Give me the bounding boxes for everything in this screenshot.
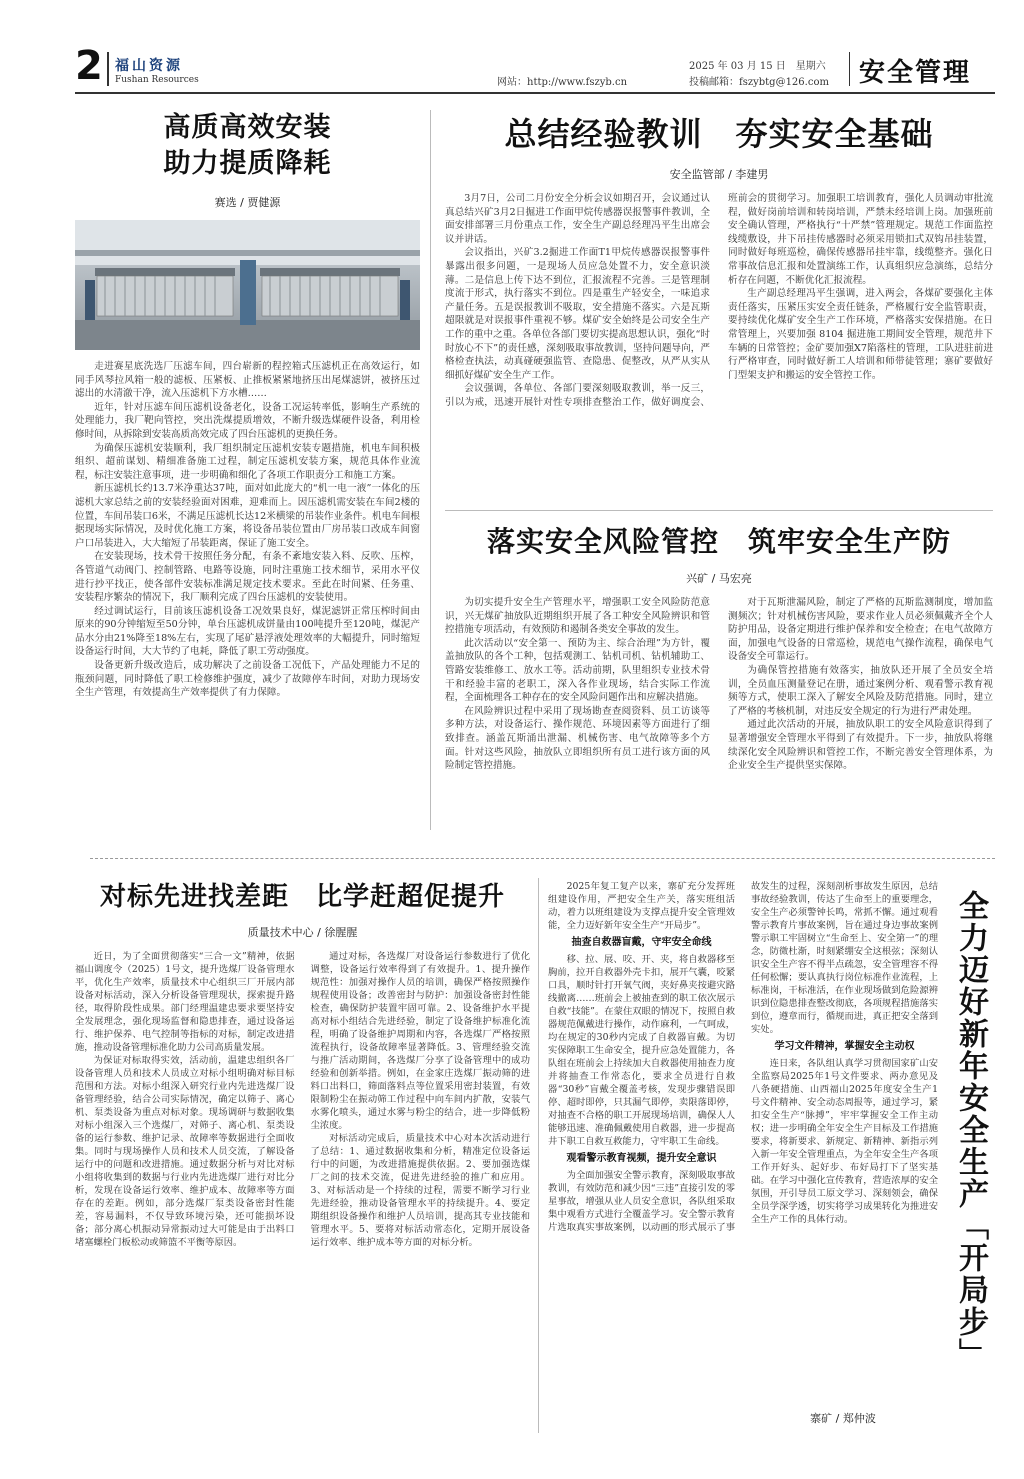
- submission-email: 投稿邮箱：fszybtg@126.com: [689, 77, 829, 88]
- article1-title-line2: 助力提质降耗: [163, 148, 332, 179]
- article3-paragraph: 在风险辨识过程中采用了现场勘查查阅资料、员工访谈等多种方法，对设备运行、操作规范、环境因素等方面进行了细致排查。涵盖瓦斯涌出泄漏、机械伤害、电气故障等多个方面。针对这些风险，抽放队立即组织所有员工进行该方面的风险制定管控措施。: [445, 705, 710, 772]
- website: 网站：http://www.fszyb.cn: [497, 77, 628, 88]
- article3-paragraph: 对于瓦斯泄漏风险，制定了严格的瓦斯监测制度，增加监测频次；针对机械伤害风险，要求作业人员必须佩戴齐全个人防护用品，设备定期进行维护保养和安全检查；在电气故障方面，加强电气设备的日常巡检，规范电气操作流程，确保电气设备安全可靠运行。: [728, 597, 993, 663]
- masthead-rule: [75, 92, 995, 94]
- article3-paragraph: 此次活动以“安全第一、预防为主、综合治理”为方针，覆盖抽放队的各个工种，包括观测工、钻机司机、钻机辅助工、管路安装维修工、放水工等。活动前期，队里组织专业技术骨干和经验丰富的老职工，深入各作业现场，结合实际工作流程，全面梳理各工种存在的安全风险问题作出和应解决措施。: [445, 637, 710, 704]
- article5-title: 全力迈好新年安全生产「开局步」: [953, 890, 988, 1370]
- article5-paragraph: 为全面加强安全警示教育，深刻吸取事故教训，有效防范和减少因“三违”直接引发的零星事故，增强从业人员安全意识，各队组采取集中观看方式进行全覆盖学习。安全警示教育片选取真实事故案例，以动画的形式展示了事故发生的过程，深刻剖析事故发生原因，总结事故经验教训，传达了生命至上的重要理念，安全生产必须警钟长鸣，常抓不懈。通过观看警示教育片事故案例，旨在通过身边事故案例警示职工牢固树立“生命至上、安全第一”的理念，防微杜渐，时刻紧绷安全这根弦；深刻认识安全生产容不得半点疏忽，安全管理容不得任何松懈；要认真执行岗位标准作业流程，上标准岗，干标准活，在作业现场做到危险源辨识到位隐患排查整改彻底，各项规程措施落实到位，遵章而行，循规而进，真正把安全落到实处。: [548, 881, 938, 1233]
- section-rule: [445, 510, 993, 511]
- article3-byline: 兴矿 / 马宏亮: [686, 572, 752, 585]
- section-title: 安全管理: [859, 58, 972, 88]
- article3-paragraph: 为切实提升安全生产管理水平，增强职工安全风险防范意识，兴无煤矿抽放队近期组织开展了各工种安全风险辨识和管控措施专项活动，有效预防和遏制各类安全事故的发生。: [445, 597, 710, 636]
- article4-title: 对标先进找差距 比学赶超促提升: [99, 882, 505, 912]
- article2-paragraph: 3月7日，公司二月份安全分析会议如期召开，会议通过认真总结兴矿3月2日掘进工作面甲烷传感器误报警事件教训，全面安排部署三月份重点工作，安全生产副总经理冯平生出席会议并讲话。: [445, 193, 710, 245]
- article1-paragraph: 新压滤机长约13.7米净重达37吨，面对如此庞大的“机一电一液”一体化的压滤机大家总结之前的安装经验面对困难，迎难而上。因压滤机需安装在车间2楼的位置，车间吊装口6米，不满足压滤机长达12米横梁的吊装作业条件。机电车间根据现场实际情况，及时优化施工方案，将设备吊装位置由厂房吊装口改成车间窗户口吊装进入，大大缩短了吊装距离，保证了施工安全。: [75, 483, 420, 549]
- article1-byline: 赛选 / 贾健源: [214, 196, 281, 209]
- article4-byline: 质量技术中心 / 徐腥腥: [247, 926, 358, 939]
- article2-title: 总结经验教训 夯实安全基础: [504, 115, 934, 153]
- article-lessons: [445, 112, 993, 410]
- issue-date: 2025 年 03 月 15 日 星期六: [689, 61, 826, 72]
- article3-paragraph: 为确保管控措施有效落实，抽放队还开展了全员安全培训，全员血压测量登记在册，通过案例分析、观看警示教育视频等方式，使职工深入了解安全风险及防范措施。同时，建立了严格的考核机制，对违反安全规定的行为进行严肃处理。: [728, 664, 993, 717]
- article-risk-control: [445, 522, 993, 773]
- article2-paragraph: 会议强调，各单位、各部门要深刻吸取教训，举一反三，引以为戒，迅速开展针对性专项排查整治工作，做好调度会、班前会的贯彻学习。加强职工培训教育，强化人员调动审批流程，做好岗前培训和转岗培训，严禁未经培训上岗。加强班前安全确认管理，严格执行“十严禁”管理规定。规范工作面监控线缆敷设，井下吊挂传感器时必须采用锁扣式双钩吊挂装置，同时做好每班巡检，确保传感器吊挂牢靠，线缆整齐。强化日常事故信息汇报和处置演练工作，认真组织应急演练，总结分析存在问题，不断优化汇报流程。: [445, 193, 993, 408]
- article4-paragraph: 通过对标，各选煤厂对设备运行参数进行了优化调整，设备运行效率得到了有效提升。1、提升操作规范性：加强对操作人员的培训，确保严格按照操作规程使用设备；改善密封与防护：加强设备密封性能检查，确保防护装置牢固可靠。2、设备维护水平提高对标小组结合先进经验，制定了设备维护标准化流程，明确了设备维护周期和内容，各选煤厂严格按照流程执行，设备故障率显著降低。3、管理经验交流与推广活动期间，各选煤厂分享了设备管理中的成功经验和创新举措。例如，在金家庄选煤厂振动筛的进料口出料口，筛面落料点等位置采用密封装置，有效限制粉尘在振动筛工作过程中向车间内扩散，安装气水雾化喷头，通过水雾与粉尘的结合，进一步降低粉尘浓度。: [310, 951, 530, 1131]
- article5-byline: 寨矿 / 郑仲波: [810, 1412, 876, 1425]
- page-number: 2: [75, 43, 103, 89]
- dashed-separator: [90, 858, 995, 859]
- article2-paragraph: 会议指出，兴矿3.2掘进工作面T1甲烷传感器误报警事件暴露出很多问题，一是现场人员应急处置不力，安全意识淡薄。二是信息上传下达不到位，汇报流程不完善。三是管理制度流于形式，执行落实不到位。四是重生产轻安全，一味追求产量任务。五是误报教训不吸取，安全措施不落实。六是瓦斯超限就是对误报事件重视不够。煤矿安全始终是公司安全生产工作的重中之重。各单位各部门要切实提高思想认识，强化“时时放心不下”的责任感，深刻吸取事故教训，坚持问题导向，严格检查执法，动真碰硬强监管、查隐患、促整改，从严从实从细抓好煤矿安全生产工作。: [445, 247, 710, 381]
- article5-subhead: 学习文件精神，掌握安全主动权: [774, 1041, 915, 1052]
- column-divider: [430, 110, 431, 830]
- paper-name-cn: 福山资源: [115, 58, 183, 74]
- article3-title: 落实安全风险管控 筑牢安全生产防: [486, 525, 951, 558]
- article1-title-line1: 高质高效安装: [163, 112, 332, 143]
- filter-press-photo: [75, 220, 420, 350]
- article1-paragraph: 为确保压滤机安装顺利，我厂组织制定压滤机安装专题措施，机电车间积极组织、超前谋划、精细准备施工过程，制定压滤机安装方案，规范具体作业流程，标注安装注意事项，进一步明确和细化了各项工作职责分工和施工方案。: [75, 442, 420, 481]
- column-divider: [538, 878, 539, 1433]
- article-installation: [75, 110, 420, 700]
- article2-byline: 安全监管部 / 李建男: [669, 168, 769, 181]
- article5-paragraph: 移、拉、展、咬、开、夹，将自救器移至胸前，拉开自救器外壳卡扣，展开气囊，咬紧口具，顺时针打开氧气阀，夹好鼻夹按避灾路线撤离……班前会上被抽查到的职工依次展示自救“技能”。在蒙住双眼的情况下，按照自救器规范佩戴进行操作，动作麻利，一气呵成，均在规定的30秒内完成了自救器盲戴。为切实保障职工生命安全，提升应急处置能力，各队组在班前会上持续加大自救器使用抽查力度并将抽查工作常态化，要求全员进行自救器“30秒”盲戴全覆盖考核，发现步骤错误即停、超时即停，只其漏气即停，卖限落即停，对抽查不合格的职工开展现场培训，确保人人能够迅速、准确佩戴使用自救器，进一步提高井下职工自救互救能力，守牢职工生命线。: [548, 954, 735, 1147]
- article5-intro: 2025年复工复产以来，寨矿充分发挥班组建设作用，严把安全生产关，落实班组活动，着力以班组建设为支撑点提升安全管理效能，全力迈好新年安全生产“开局步”。: [548, 881, 735, 931]
- paper-name-en: Fushan Resources: [115, 75, 199, 85]
- article1-paragraph: 设备更新升级改造后，成功解决了之前设备工况低下，产品处理能力不足的瓶颈问题，同时降低了职工检修维护强度，减少了故障停车时间，对助力现场安全生产管理，有效提高生产效率提供了有力保障。: [75, 660, 420, 699]
- article1-paragraph: 经过调试运行，目前该压滤机设备工况效果良好，煤泥滤饼正常压榨时间由原来的90分钟缩短至50分钟，单台压滤机成饼量由100吨提升至120吨，煤泥产品水分由21%降至18%左右，实现了尾矿悬浮液处理效率的大幅提升，同时缩短设备运行时间，大大节约了电耗，降低了职工劳动强度。: [75, 605, 420, 658]
- article5-paragraph: 连日来，各队组认真学习贯彻国家矿山安全监察局2025年1号文件要求、两办意见及八条硬措施、山西福山2025年度安全生产1号文件精神、安全动态周报等，通过学习，紧扣安全生产“脉搏”，牢牢掌握安全工作主动权；进一步明确全年安全生产目标及工作措施要求，将新要求、新规定、新精神、新指示列入新一年安全管理重点，为全年安全生产各项工作开好头、起好步、布好局打下了坚实基础。在学习中强化宣传教育，营造浓厚的安全氛围，开引导员工原文学习、深刻领会，确保全员学深学透，切实将学习成果转化为推进安全生产工作的具体行动。: [751, 1058, 938, 1225]
- article-benchmarking: [75, 878, 530, 1249]
- article5-subhead: 抽查自救器盲戴，守牢安全命线: [571, 937, 712, 948]
- article4-paragraph: 为保证对标取得实效，活动前，温建忠组织各厂设备管理人员和技术人员成立对标小组明确对标目标范围和方法。对标小组深入研究行业内先进选煤厂设备管理经验，结合公司实际情况，确定以筛子、离心机、泵类设备为重点对标对象。现场调研与数据收集对标小组深入三个选煤厂，对筛子、离心机、泵类设备的运行参数、维护记录、故障率等数据进行全面收集。同时与现场操作人员和技术人员交流，了解设备运行中的问题和改进措施。通过数据分析与对比对标小组将收集到的数据与行业内先进选煤厂进行对比分析，发现在设备运行效率、维护成本、故障率等方面存在的差距。例如，部分选煤厂泵类设备密封性能差，容易漏料，不仅导致环境污染，还可能损坏设备；部分离心机振动异常振动过大可能是由于出料口堵塞螺栓门板松动或筛篮不平衡等原因。: [75, 1055, 295, 1248]
- article1-paragraph: 在安装现场，技术骨干按照任务分配，有条不紊地安装入料、反吹、压榨，各管道气动阀门、控制管路、电路等设施，同时注重施工技术细节，采用水平仪进行抄平找正，使各部件安装标准满足规定技术要求。至此在时间紧、任务重、安装程序繁杂的情况下，我厂顺利完成了四台压滤机的安装使用。: [75, 551, 420, 604]
- article1-paragraph: 近年，针对压滤车间压滤机设备老化，设备工况运转率低，影响生产系统的处理能力，我厂靶向管控，突出洗煤提质增效，不断升级选煤硬件设备，利用检修时间，从拆除到安装高质高效完成了四台压滤机的更换任务。: [75, 401, 420, 440]
- article4-paragraph: 对标活动完成后，质量技术中心对本次活动进行了总结：1、通过数据收集和分析，精准定位设备运行中的问题，为改进措施提供依据。2、要加强选煤厂之间的技术交流，促进先进经验的推广和应用。3、对标活动是一个持续的过程，需要不断学习行业先进经验，推动设备管理水平的持续提升。4、要定期组织设备操作和维护人员培训，提高其专业技能和管理水平。5、要将对标活动常态化，定期开展设备运行效率、维护成本等方面的对标分析。: [310, 1133, 530, 1248]
- article-new-year-safety: [548, 880, 938, 1425]
- article5-subhead: 观看警示教育视频，提升安全意识: [566, 1153, 717, 1164]
- masthead: [75, 43, 995, 90]
- article1-paragraph: 走进赛星底洗选厂压滤车间，四台崭新的程控箱式压滤机正在高效运行，如同手风琴拉风箱一般的滤板、压紧板、止推板紧紧地挤压出尾煤滤饼，被挤压过滤出的水清澈干净，流入压滤机下方水槽……: [75, 361, 420, 400]
- article4-paragraph: 近日，为了全面贯彻落实“三合一文”精神，依据福山调度令（2025）1号文，提升选煤厂设备管理水平，优化生产效率，质量技术中心组织三厂开展内部设备对标活动，深入分析设备管理现状，探索提升路径，取得阶段性成果。部门经理温建忠要求要坚持安全发展理念，强化现场监督和隐患排查，通过设备运行、维护保养、电气控制等指标的对标，制定改进措施，推动设备管理标准化助力公司高质量发展。: [75, 951, 295, 1053]
- article3-paragraph: 通过此次活动的开展，抽放队职工的安全风险意识得到了显著增强安全管理水平得到了有效提升。下一步，抽放队将继续深化安全风险辨识和管控工作，不断完善安全管理体系，为企业安全生产提供坚实保障。: [728, 719, 993, 772]
- article2-paragraph: 生产副总经理冯平生强调，进入两会，各煤矿要强化主体责任落实，压紧压实安全责任链条，严格履行安全监管职责，要持续优化煤矿安全生产工作环境，严格落实安保措施。在日常管理上，兴要加强 8104 掘进施工期间安全管理，规范井下车辆的日常管控；金矿要加强X7陷落柱的管理，工队进驻前进行严格审查，同时做好新工人培训和师带徒管理；寨矿要做好门型架支护和搬运的安全管控工作。: [728, 288, 993, 381]
